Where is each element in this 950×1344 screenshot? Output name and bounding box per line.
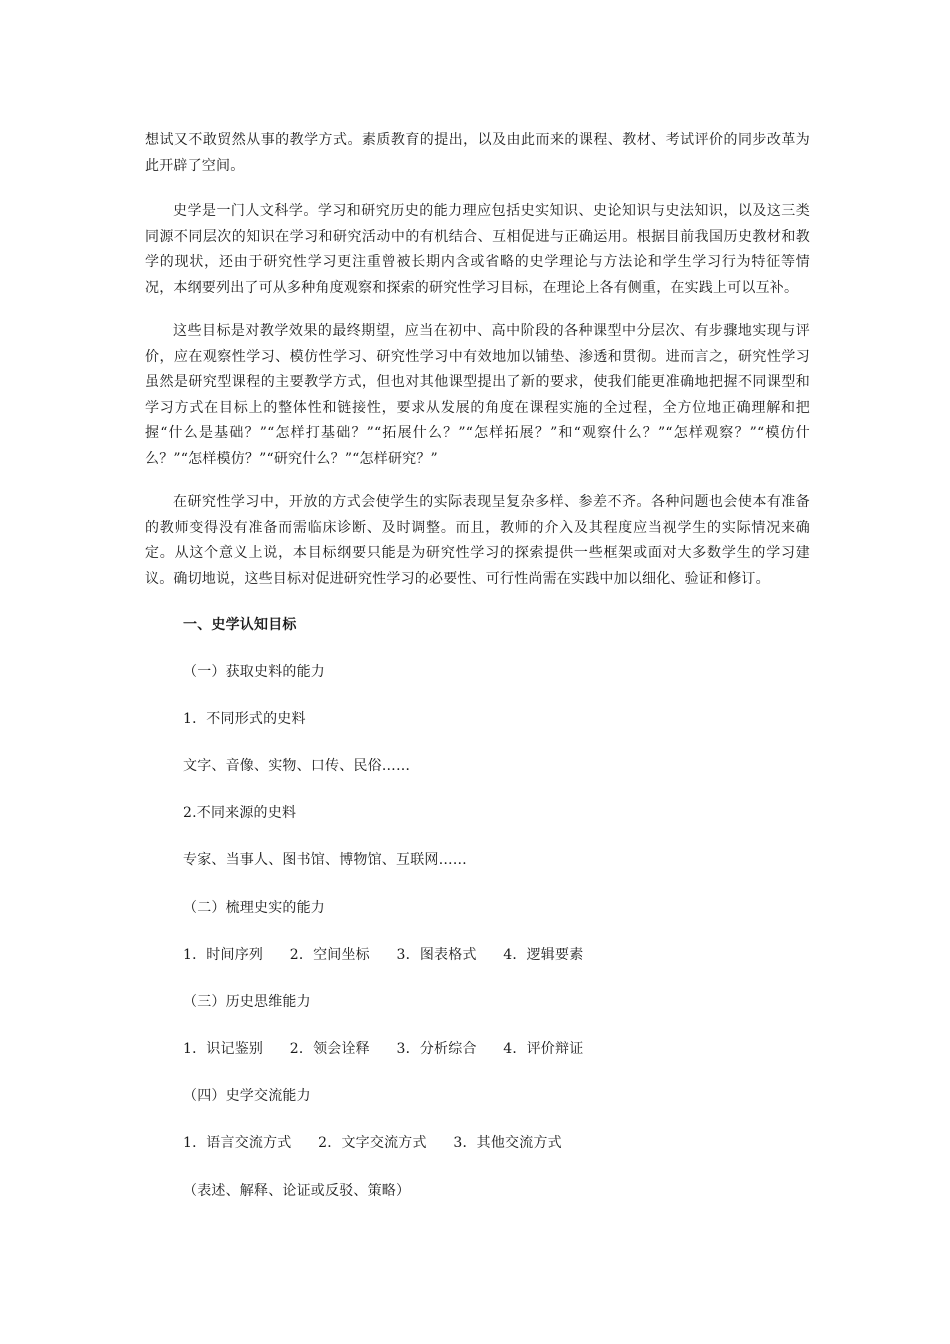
paragraph-4: 在研究性学习中，开放的方式会使学生的实际表现呈复杂多样、参差不齐。各种问题也会使本有准备的教师变得没有准备而需临床诊断、及时调整。而且，教师的介入及其程度应当视学生的实际情况来确定。从这个意义上说，本目标纲要只能是为研究性学习的探索提供一些框架或面对大多数学生的学习建议。确切地说，这些目标对促进研究性学习的必要性、可行性尚需在实践中加以细化、验证和修订。 bbox=[145, 494, 810, 587]
subsection-heading-2: （二）梳理史实的能力 bbox=[183, 900, 325, 916]
list-item-detail: 文字、音像、实物、口传、民俗…… bbox=[183, 758, 411, 774]
list-item: 3．分析综合 bbox=[396, 1041, 477, 1057]
section-heading: 一、史学认知目标 bbox=[183, 617, 297, 633]
inline-list-4 bbox=[183, 1133, 562, 1153]
list-item-note: （表述、解释、论证或反驳、策略） bbox=[183, 1183, 411, 1199]
subsection-heading-3: （三）历史思维能力 bbox=[183, 994, 311, 1010]
inline-list-3 bbox=[183, 1039, 583, 1059]
list-item: 4．逻辑要素 bbox=[503, 947, 584, 963]
list-item: 2.不同来源的史料 bbox=[183, 805, 297, 821]
inline-list-2 bbox=[183, 945, 583, 965]
list-item: 1．识记鉴别 bbox=[183, 1041, 264, 1057]
paragraph-2: 史学是一门人文科学。学习和研究历史的能力理应包括史实知识、史论知识与史法知识，以及这三类同源不同层次的知识在学习和研究活动中的有机结合、互相促进与正确运用。根据目前我国历史教材和教学的现状，还由于研究性学习更注重曾被长期内含或省略的史学理论与方法论和学生学习行为特征等情况，本纲要列出了可从多种角度观察和探索的研究性学习目标，在理论上各有侧重，在实践上可以互补。 bbox=[145, 203, 810, 296]
list-item: 1．语言交流方式 bbox=[183, 1135, 292, 1151]
subsection-heading-1: （一）获取史料的能力 bbox=[183, 664, 325, 680]
list-item: 2．领会诠释 bbox=[289, 1041, 370, 1057]
list-item: 2．文字交流方式 bbox=[318, 1135, 427, 1151]
list-item-detail: 专家、当事人、图书馆、博物馆、互联网…… bbox=[183, 852, 467, 868]
list-item: 2．空间坐标 bbox=[289, 947, 370, 963]
list-item: 1．不同形式的史料 bbox=[183, 711, 306, 727]
list-item: 1．时间序列 bbox=[183, 947, 264, 963]
paragraph-1: 想试又不敢贸然从事的教学方式。素质教育的提出，以及由此而来的课程、教材、考试评价的同步改革为此开辟了空间。 bbox=[145, 132, 810, 174]
paragraph-3: 这些目标是对教学效果的最终期望，应当在初中、高中阶段的各种课型中分层次、有步骤地实现与评价，应在观察性学习、模仿性学习、研究性学习中有效地加以铺垫、渗透和贯彻。进而言之，研究性学习虽然是研究型课程的主要教学方式，但也对其他课型提出了新的要求，使我们能更准确地把握不同课型和学习方式在目标上的整体性和链接性，要求从发展的角度在课程实施的全过程，全方位地正确理解和把握“什么是基础？”“怎样打基础？”“拓展什么？”“怎样拓展？”和“观察什么？”“怎样观察？”“模仿什么？”“怎样模仿？”“研究什么？”“怎样研究？” bbox=[145, 323, 810, 467]
list-item: 3．图表格式 bbox=[396, 947, 477, 963]
list-item: 4．评价辩证 bbox=[503, 1041, 584, 1057]
subsection-heading-4: （四）史学交流能力 bbox=[183, 1088, 311, 1104]
list-item: 3．其他交流方式 bbox=[453, 1135, 562, 1151]
